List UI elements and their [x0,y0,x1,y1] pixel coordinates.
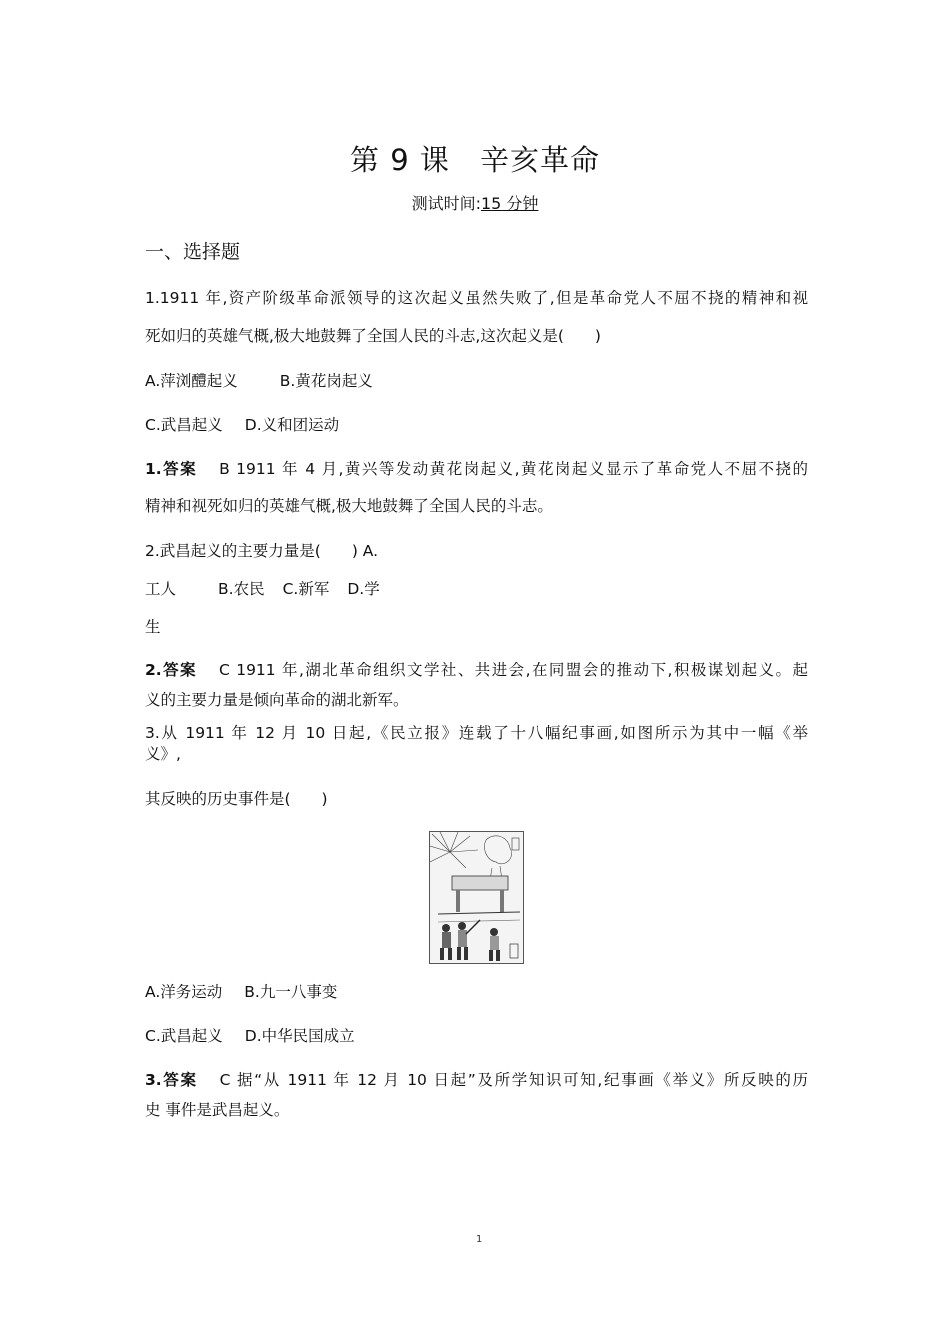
answer-1-line-1 [145,457,808,479]
page-number: 1 [476,1234,483,1245]
question-1-line-2: 死如归的英雄气概,极大地鼓舞了全国人民的斗志,这次起义是( ) [145,327,601,345]
question-3-line-1: 3.从 1911 年 12 月 10 日起,《民立报》连载了十八幅纪事画,如图所示为其中一幅《举 [145,724,808,742]
answer-2-label: 2.答案 [145,661,198,679]
option-b: B.黄花岗起义 [279,372,373,390]
question-1-line-1: 1.1911 年,资产阶级革命派领导的这次起义虽然失败了,但是革命党人不屈不挠的精神和视 [145,289,808,307]
answer-2-text: C 1911 年,湖北革命组织文学社、共进会,在同盟会的推动下,积极谋划起义。起 [219,661,808,679]
answer-1-line-2: 精神和视死如归的英雄气概,极大地鼓舞了全国人民的斗志。 [145,497,553,515]
option-c: C.武昌起义 [145,1027,223,1045]
answer-1-text: B 1911 年 4 月,黄兴等发动黄花岗起义,黄花岗起义显示了革命党人不屈不挠的 [219,460,808,478]
option-a-text: 工人 [145,580,177,598]
option-b: B.九一八事变 [244,983,338,1001]
question-3-options-cd [145,1024,355,1046]
option-a: A.萍浏醴起义 [145,372,238,390]
question-2-option-d-tail: 生 [145,618,161,636]
answer-3-text: C 据“从 1911 年 12 月 10 日起”及所学知识可知,纪事画《举义》所反映的历 [219,1071,808,1089]
lesson-name: 辛亥革命 [479,143,600,177]
test-time-label: 测试时间: [411,194,481,213]
answer-3-line-2: 史 事件是武昌起义。 [145,1101,290,1119]
answer-2-line-2: 义的主要力量是倾向革命的湖北新军。 [145,691,409,709]
lesson-number: 第 9 课 [350,143,450,177]
page-title [0,138,950,179]
question-3-line-2: 义》, [145,745,181,763]
question-1-options-ab [145,369,373,391]
question-3-options-ab [145,980,337,1002]
test-time-value: 15 分钟 [480,194,539,213]
option-c: C.新军 [282,580,330,598]
option-d: D.中华民国成立 [244,1027,355,1045]
question-1-options-cd [145,413,339,435]
answer-3-line-1 [145,1068,808,1090]
option-a: A.洋务运动 [145,983,223,1001]
option-d: D.学 [347,580,380,598]
test-time [0,191,950,214]
option-d: D.义和团运动 [244,416,340,434]
question-2-line-1: 2.武昌起义的主要力量是( ) A. [145,542,379,560]
question-2-options [145,577,380,599]
question-3-line-3: 其反映的历史事件是( ) [145,790,328,808]
illustration-drawing [430,832,523,963]
option-c: C.武昌起义 [145,416,223,434]
illustration-juyi [429,831,524,964]
answer-2-line-1 [145,658,808,680]
answer-3-label: 3.答案 [145,1071,198,1089]
answer-1-label: 1.答案 [145,460,198,478]
section-heading: 一、选择题 [145,241,241,263]
option-b: B.农民 [218,580,265,598]
